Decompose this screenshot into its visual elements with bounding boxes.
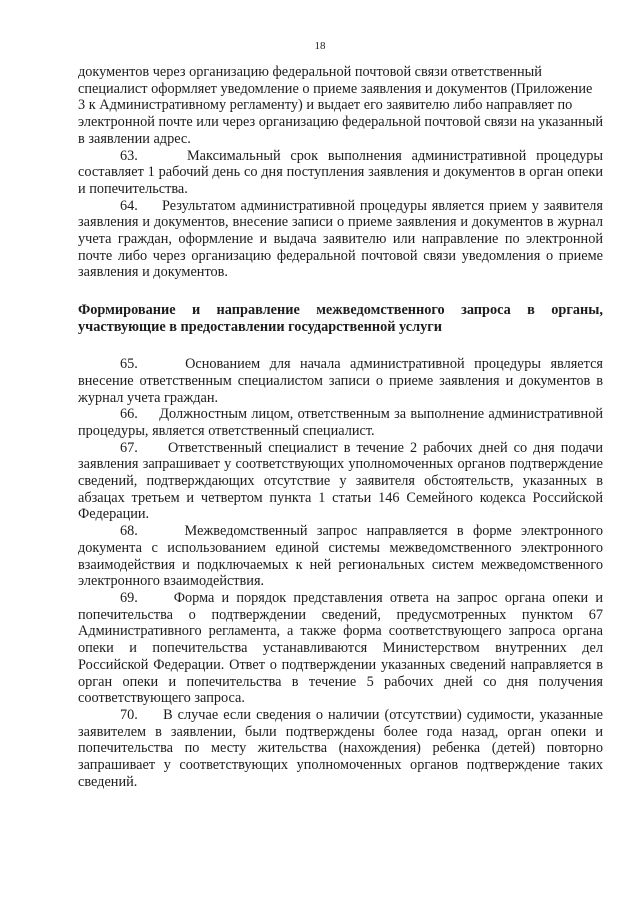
paragraph-64: 64. Результатом административной процедуры является прием у заявителя заявления и документов, внесение записи о приеме заявления и документов в журнал учета граждан, оформление и выдача заявителю или направление по электронной почте либо через организацию федеральной почтовой связи уведомления о приеме заявления и документов.	[78, 197, 603, 281]
section-heading: Формирование и направление межведомственного запроса в органы, участвующие в предоставлении государственной услуги	[78, 302, 603, 336]
spacer	[78, 281, 603, 302]
spacer	[78, 336, 603, 356]
paragraph-66: 66. Должностным лицом, ответственным за выполнение административной процедуры, является ответственный специалист.	[78, 406, 603, 439]
paragraph-69: 69. Форма и порядок представления ответа на запрос органа опеки и попечительства о подтверждении сведений, предусмотренных пунктом 67 Административного регламента, а также форма соответствующего запроса органа опеки и попечительства устанавливаются Министерством внутренних дел Российской Федерации. Ответ о подтверждении указанных сведений направляется в орган опеки и попечительства в течение 5 рабочих дней со дня получения соответствующего запроса.	[78, 589, 603, 707]
paragraph-67: 67. Ответственный специалист в течение 2 рабочих дней со дня подачи заявления запрашивает у соответствующих уполномоченных органов подтверждение сведений, подтверждающих отсутствие у заявителя обстоятельств, указанных в абзацах третьем и четвертом пункта 1 статьи 146 Семейного кодекса Российской Федерации.	[78, 439, 603, 523]
paragraph-63: 63. Максимальный срок выполнения административной процедуры составляет 1 рабочий день со дня поступления заявления и документов в орган опеки и попечительства.	[78, 147, 603, 197]
page-number: 18	[314, 40, 326, 52]
paragraph-70: 70. В случае если сведения о наличии (отсутствии) судимости, указанные заявителем в заявлении, были подтверждены более года назад, орган опеки и попечительства по месту жительства (нахождения) ребенка (детей) повторно запрашивает у соответствующих уполномоченных органов подтверждение таких сведений.	[78, 706, 603, 790]
document-body	[78, 64, 603, 790]
paragraph-continuation: документов через организацию федеральной почтовой связи ответственный специалист оформляет уведомление о приеме заявления и документов (Приложение 3 к Административному регламенту) и выдает его заявителю либо направляет по электронной почте или через организацию федеральной почтовой связи на указанный в заявлении адрес.	[78, 64, 603, 147]
paragraph-65: 65. Основанием для начала административной процедуры является внесение ответственным специалистом записи о приеме заявления и документов в журнал учета граждан.	[78, 356, 603, 406]
paragraph-68: 68. Межведомственный запрос направляется в форме электронного документа с использованием единой системы межведомственного электронного взаимодействия и подключаемых к ней региональных систем межведомственного электронного взаимодействия.	[78, 523, 603, 590]
